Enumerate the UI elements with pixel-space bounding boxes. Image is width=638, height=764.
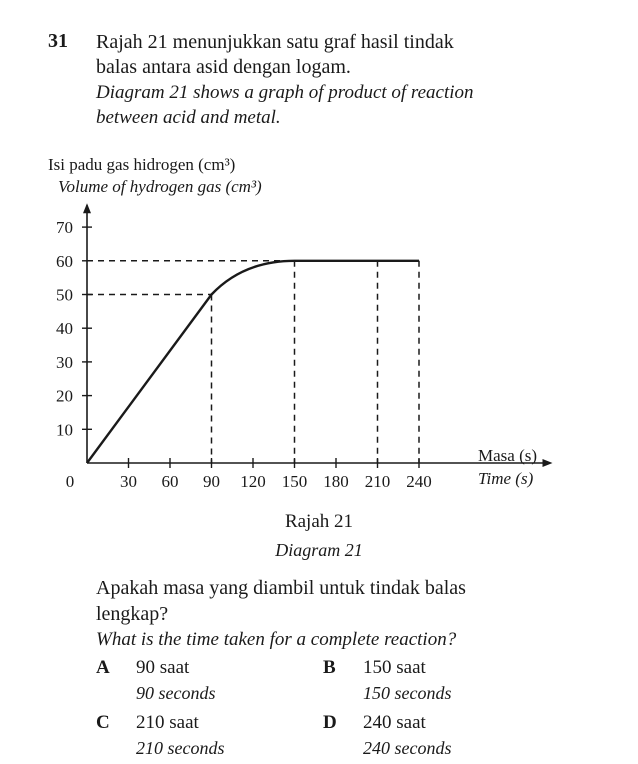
option-letter: B: [323, 657, 336, 678]
x-tick-label: 0: [65, 472, 75, 491]
x-tick-label: 240: [406, 472, 432, 491]
x-tick-label: 210: [364, 472, 391, 491]
dashed-guides: [87, 261, 419, 463]
y-tick-label: 10: [56, 420, 73, 440]
y-axis-arrow: [83, 203, 91, 213]
prompt-en: What is the time taken for a complete reaction?: [96, 629, 457, 650]
y-tick-label: 40: [56, 319, 73, 339]
y-tick-label: 50: [56, 285, 73, 305]
stem-ms-line-1: Rajah 21 menunjukkan satu graf hasil tindak: [96, 31, 454, 53]
caption-en: Diagram 21: [275, 540, 363, 560]
x-tick-label: 180: [323, 472, 349, 491]
x-tick-label: 150: [281, 472, 308, 491]
option-text-ms: 240 saat: [363, 712, 426, 733]
x-axis-label-en: Time (s): [478, 469, 534, 488]
prompt-ms-line-1: Apakah masa yang diambil untuk tindak balas: [96, 577, 466, 599]
y-tick-label: 30: [56, 352, 73, 372]
axis-ticks: [56, 218, 432, 491]
option-letter: D: [323, 712, 337, 733]
caption-ms: Rajah 21: [284, 511, 354, 532]
option-text-ms: 90 saat: [136, 657, 190, 678]
x-tick-label: 30: [120, 472, 137, 491]
option-text-en: 150 seconds: [363, 683, 452, 703]
y-axis-label-en: Volume of hydrogen gas (cm³): [58, 177, 262, 196]
axes: [83, 203, 553, 467]
option-letter: A: [96, 657, 110, 678]
x-tick-label: 120: [240, 472, 266, 491]
data-series: [87, 261, 419, 463]
stem-en-line-1: Diagram 21 shows a graph of product of reaction: [96, 82, 474, 103]
x-axis-label-ms: Masa (s): [478, 446, 538, 465]
y-axis-label-ms: Isi padu gas hidrogen (cm³): [48, 155, 236, 174]
option-text-en: 240 seconds: [363, 738, 452, 758]
option-text-en: 90 seconds: [136, 683, 216, 703]
stem-en-line-2: between acid and metal.: [96, 107, 281, 128]
option-text-ms: 210 saat: [136, 712, 199, 733]
question-prompt: [96, 575, 554, 653]
question-number: 31: [48, 30, 68, 52]
option-letter: C: [96, 712, 110, 733]
y-tick-label: 20: [56, 386, 73, 406]
prompt-ms-line-2: lengkap?: [96, 603, 169, 625]
x-tick-label: 90: [203, 472, 220, 491]
option-text-en: 210 seconds: [136, 738, 225, 758]
stem-ms-line-2: balas antara asid dengan logam.: [96, 56, 351, 78]
y-tick-label: 60: [56, 251, 73, 271]
hydrogen-volume-curve: [87, 261, 419, 463]
x-axis-arrow: [543, 459, 553, 467]
y-tick-label: 70: [56, 218, 73, 238]
option-text-ms: 150 saat: [363, 657, 426, 678]
x-tick-label: 60: [161, 472, 179, 491]
